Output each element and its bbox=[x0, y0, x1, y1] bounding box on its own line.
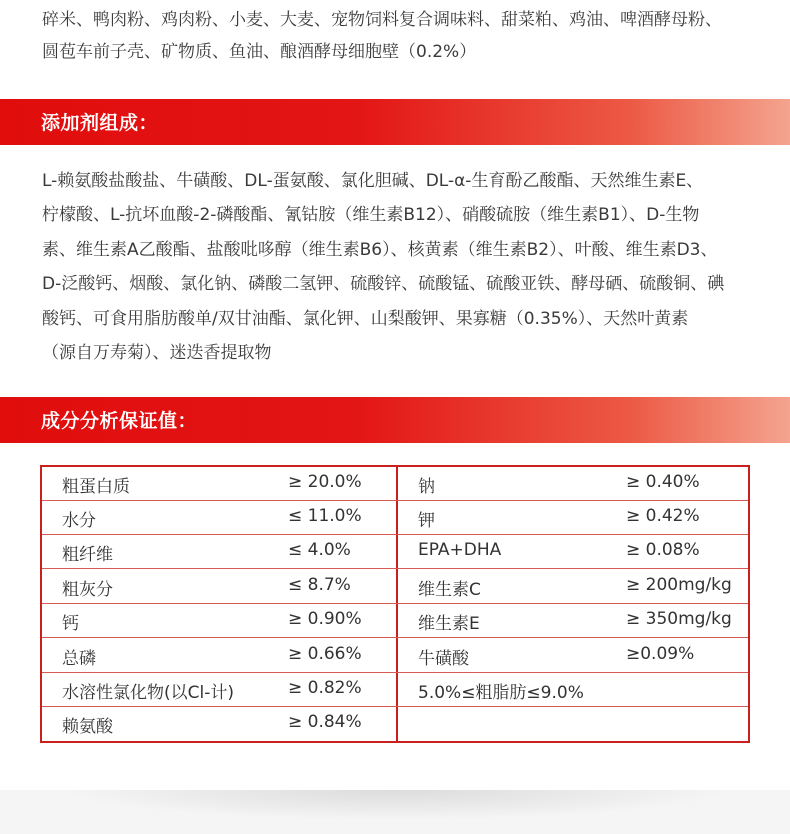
additives-line: 素、维生素A乙酸酯、盐酸吡哆醇（维生素B6）、核黄素（维生素B2）、叶酸、维生素D3、 bbox=[42, 239, 718, 260]
additives-line: D-泛酸钙、烟酸、氯化钠、磷酸二氢钾、硫酸锌、硫酸锰、硫酸亚铁、酵母硒、硫酸铜、碘 bbox=[42, 274, 725, 295]
nutrient-name: 水溶性氯化物(以Cl-计) bbox=[62, 683, 234, 703]
nutrient-value: ≥ 0.08% bbox=[626, 540, 700, 560]
nutrient-name: 粗灰分 bbox=[62, 580, 113, 600]
nutrient-value: ≥ 0.84% bbox=[288, 712, 362, 732]
table-row-divider bbox=[42, 500, 748, 501]
table-row-divider bbox=[42, 603, 748, 604]
nutrient-value: ≤ 11.0% bbox=[288, 506, 362, 526]
additives-text bbox=[42, 164, 758, 370]
analysis-banner bbox=[0, 397, 790, 443]
nutrient-value: ≥ 0.82% bbox=[288, 678, 362, 698]
nutrient-value: ≥ 0.90% bbox=[288, 609, 362, 629]
nutrient-name: 总磷 bbox=[62, 649, 96, 669]
ingredients-line: 碎米、鸭肉粉、鸡肉粉、小麦、大麦、宠物饲料复合调味料、甜菜粕、鸡油、啤酒酵母粉、 bbox=[42, 10, 722, 30]
nutrient-value: ≤ 4.0% bbox=[288, 540, 351, 560]
table-row-divider bbox=[42, 568, 748, 569]
nutrient-value: ≥0.09% bbox=[626, 644, 695, 664]
nutrient-value: ≥ 0.42% bbox=[626, 506, 700, 526]
nutrient-value: ≤ 8.7% bbox=[288, 575, 351, 595]
guaranteed-analysis-table bbox=[40, 465, 750, 743]
additives-line: L-赖氨酸盐酸盐、牛磺酸、DL-蛋氨酸、氯化胆碱、DL-α-生育酚乙酸酯、天然维生素E、 bbox=[42, 171, 704, 191]
nutrient-name: 赖氨酸 bbox=[62, 717, 113, 737]
table-column-divider bbox=[396, 467, 398, 741]
nutrient-name: 维生素E bbox=[418, 614, 480, 634]
nutrient-name: 维生素C bbox=[418, 580, 481, 600]
additives-title: 添加剂组成： bbox=[41, 112, 159, 134]
nutrient-value: ≥ 350mg/kg bbox=[626, 609, 732, 629]
table-row-divider bbox=[42, 637, 748, 638]
nutrient-name: 钠 bbox=[418, 477, 435, 497]
additives-line: 酸钙、可食用脂肪酸单/双甘油酯、氯化钾、山梨酸钾、果寡糖（0.35%）、天然叶黄素 bbox=[42, 308, 689, 329]
card-shadow bbox=[60, 790, 730, 820]
ingredients-text bbox=[42, 4, 762, 68]
ingredients-line: 圆苞车前子壳、矿物质、鱼油、酿酒酵母细胞壁（0.2%） bbox=[42, 42, 477, 62]
nutrient-name: 钾 bbox=[418, 511, 435, 531]
table-row-divider bbox=[42, 706, 748, 707]
nutrient-name: 牛磺酸 bbox=[418, 649, 469, 669]
analysis-title: 成分分析保证值： bbox=[41, 410, 198, 432]
nutrient-name: EPA+DHA bbox=[418, 540, 502, 560]
fat-range: 5.0%≤粗脂肪≤9.0% bbox=[418, 683, 584, 703]
table-row-divider bbox=[42, 534, 748, 535]
nutrient-value: ≥ 0.40% bbox=[626, 472, 700, 492]
additives-line: 柠檬酸、L-抗坏血酸-2-磷酸酯、氰钴胺（维生素B12）、硝酸硫胺（维生素B1）、D-生物 bbox=[42, 205, 700, 226]
nutrient-name: 水分 bbox=[62, 511, 96, 531]
additives-banner bbox=[0, 99, 790, 145]
nutrient-name: 粗蛋白质 bbox=[62, 477, 130, 497]
additives-line: （源自万寿菊）、迷迭香提取物 bbox=[42, 343, 272, 364]
nutrient-name: 粗纤维 bbox=[62, 545, 113, 565]
table-row-divider bbox=[42, 672, 748, 673]
nutrient-value: ≥ 200mg/kg bbox=[626, 575, 732, 595]
nutrient-value: ≥ 0.66% bbox=[288, 644, 362, 664]
nutrient-value: ≥ 20.0% bbox=[288, 472, 362, 492]
nutrient-name: 钙 bbox=[62, 614, 79, 634]
